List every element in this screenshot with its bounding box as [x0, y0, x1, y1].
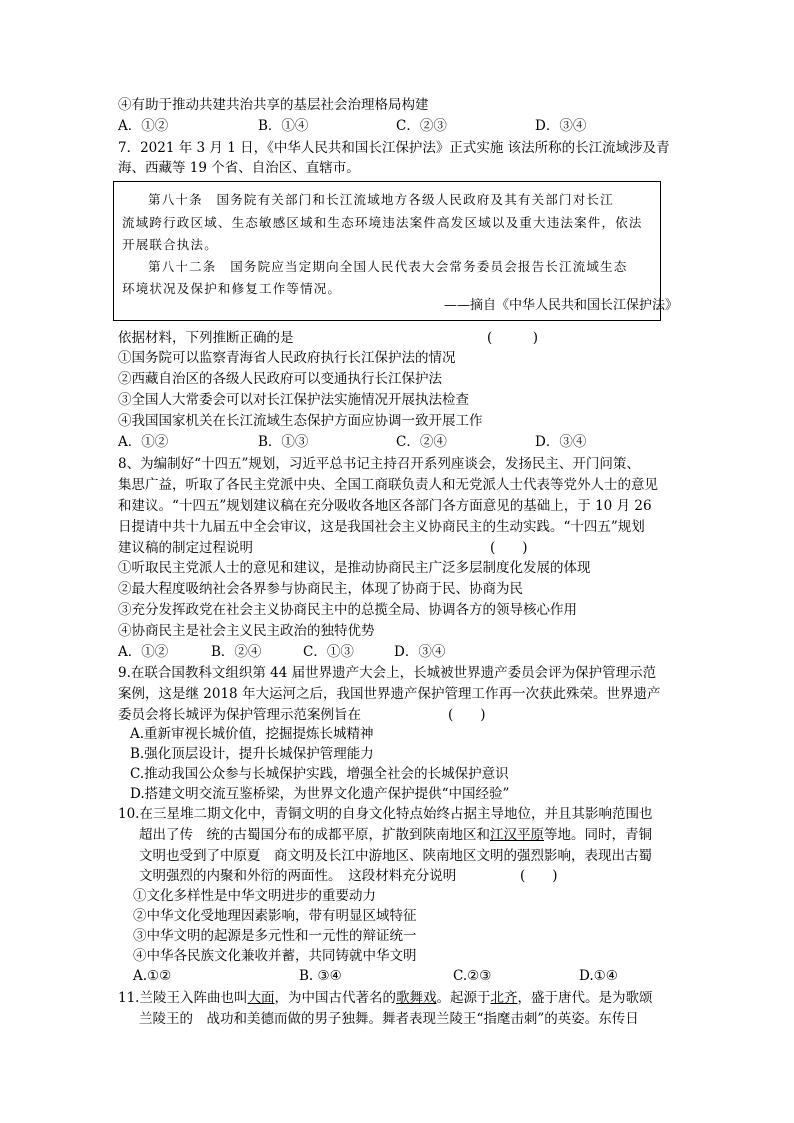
- q9-stem-line-3: 委员会将长城评为保护管理示范案例旨在: [118, 707, 361, 723]
- q7-options: [118, 432, 598, 452]
- q8-stem-line-4: 日提请中共十九届五中全会审议，这是我国社会主义协商民主的生动实践。“十四五”规划: [118, 519, 645, 535]
- q9-option-d: D.搭建文明交流互鉴桥梁，为世界文化遗产保护提供“中国经验”: [130, 786, 510, 802]
- q6-options: [118, 116, 598, 136]
- q10-item-4: ④中华各民族文化兼收并蓄，共同铸就中华文明: [133, 948, 417, 964]
- q8-stem-line-5: 建议稿的制定过程说明: [118, 540, 253, 556]
- q9-option-b: B.强化顶层设计，提升长城保护管理能力: [130, 746, 374, 762]
- q7-option-b: B．①③: [258, 434, 309, 450]
- q7-question: 依据材料，下列推断正确的是: [118, 330, 294, 346]
- q9-answer-paren: ( ): [448, 707, 486, 723]
- q7-item-4: ④我国国家机关在长江流域生态保护方面应协调一致开展工作: [118, 413, 483, 429]
- q7-material-box: [113, 181, 679, 321]
- q6-item-4: ④有助于推动共建共治共享的基层社会治理格局构建: [118, 97, 429, 113]
- q10-answer-paren: ( ): [520, 868, 558, 884]
- box-line-4: 第八十二条 国务院应当定期向全国人民代表大会常务委员会报告长江流域生态: [148, 259, 628, 274]
- q8-item-4: ④协商民主是社会主义民主政治的独特优势: [118, 623, 375, 639]
- q8-options: [118, 642, 478, 662]
- box-source: ——摘自《中华人民共和国长江保护法》: [444, 298, 679, 313]
- q7-stem-line-1: 7．2021 年 3 月 1 日，《中华人民共和国长江保护法》正式实施 该法所称的长江流域涉及青: [118, 140, 670, 156]
- q9-option-c: C.推动我国公众参与长城保护实践，增强全社会的长城保护意识: [130, 766, 509, 782]
- q11-line1-part2: ，为中国古代著名的: [274, 990, 396, 1006]
- q7-item-2: ②西藏自治区的各级人民政府可以变通执行长江保护法: [118, 371, 442, 387]
- q10-option-d: D.①④: [579, 968, 618, 984]
- q10-underlined-term: 江汉平原: [490, 827, 544, 843]
- q9-option-a: A.重新审视长城价值，挖掘提炼长城精神: [130, 726, 374, 742]
- q8-item-2: ②最大程度吸纳社会各界参与协商民主，体现了协商于民、协商为民: [118, 581, 523, 597]
- q8-stem-line-2: 集思广益，听取了各民主党派中央、全国工商联负责人和无党派人士代表等党外人士的意见: [118, 477, 658, 493]
- q7-stem-line-2: 海、西藏等 19 个省、自治区、直辖市。: [118, 160, 360, 176]
- q10-stem-line-2: [139, 825, 652, 845]
- q10-stem-line-3: 文明也受到了中原夏 商文明及长江中游地区、陕南地区文明的强烈影响，表现出古蜀: [139, 848, 652, 864]
- q10-item-3: ③中华文明的起源是多元性和一元性的辩证统一: [133, 928, 417, 944]
- q10-stem-line-1: 10.在三星堆二期文化中，青铜文明的自身文化特点始终占据主导地位，并且其影响范围也: [118, 806, 653, 822]
- q6-option-a: A．①②: [118, 118, 169, 134]
- q11-stem-line-2: 兰陵王的 战功和美德而做的男子独舞。舞者表现兰陵王“指麾击刺”的英姿。东传日: [139, 1011, 639, 1027]
- q7-option-c: C．②④: [396, 434, 447, 450]
- q8-answer-paren: ( ): [490, 540, 528, 556]
- q11-line1-part1: 11.兰陵王入阵曲也叫: [118, 990, 248, 1006]
- box-line-5: 环境状况及保护和修复工作等情况。: [122, 281, 342, 296]
- box-line-2: 流域跨行政区域、生态敏感区域和生态环境违法案件高发区域以及重大违法案件，依法: [122, 215, 643, 230]
- q8-item-3: ③充分发挥政党在社会主义协商民主中的总揽全局、协调各方的领导核心作用: [118, 602, 577, 618]
- q11-line1-part3: 。起源于: [436, 990, 491, 1006]
- q10-option-c: C.②③: [453, 968, 492, 984]
- box-line-1: 第八十条 国务院有关部门和长江流域地方各级人民政府及其有关部门对长江: [148, 192, 614, 207]
- q10-option-b: B. ③④: [299, 968, 342, 984]
- q8-stem-line-1: 8、为编制好“十四五”规划，习近平总书记主持召开系列座谈会，发扬民主、开门问策、: [118, 456, 640, 472]
- q9-stem-line-2: 案例，这是继 2018 年大运河之后，我国世界遗产保护管理工作再一次获此殊荣。世界遗产: [118, 686, 661, 702]
- q6-option-c: C．②③: [396, 118, 447, 134]
- q8-option-c: C．①③: [303, 644, 354, 660]
- q10-item-2: ②中华文化受地理因素影响，带有明显区域特征: [133, 908, 417, 924]
- q7-item-3: ③全国人大常委会可以对长江保护法实施情况开展执法检查: [118, 392, 469, 408]
- q6-option-d: D．③④: [535, 118, 587, 134]
- q10-line2-part1: 超出了传 统的古蜀国分布的成都平原，扩散到陕南地区和: [139, 827, 490, 843]
- q10-stem-line-4: 文明强烈的内聚和外衍的两面性。 这段材料充分说明: [139, 868, 457, 884]
- q8-item-1: ①听取民主党派人士的意见和建议，是推动协商民主广泛多层制度化发展的体现: [118, 560, 591, 576]
- q10-option-a: A.①②: [133, 968, 172, 984]
- q11-underlined-term-1: 大面: [247, 990, 275, 1006]
- q6-option-b: B．①④: [258, 118, 309, 134]
- box-line-3: 开展联合执法。: [122, 237, 218, 252]
- q8-option-d: D．③④: [394, 644, 446, 660]
- q11-underlined-term-3: 北齐: [490, 990, 518, 1006]
- q7-answer-paren: ( ): [487, 330, 539, 346]
- q11-line1-part4: ，盛于唐代。是为歌颂: [517, 990, 653, 1006]
- q10-item-1: ①文化多样性是中华文明进步的重要动力: [133, 888, 376, 904]
- q8-option-a: A．①②: [118, 644, 169, 660]
- q11-stem-line-1: [118, 988, 652, 1008]
- q10-options: [133, 966, 633, 986]
- q8-option-b: B．②④: [211, 644, 262, 660]
- q9-stem-line-1: 9.在联合国教科文组织第 44 届世界遗产大会上，长城被世界遗产委员会评为保护管理示范: [118, 665, 657, 681]
- q10-line2-part2: 等地。同时，青铜: [544, 827, 652, 843]
- q8-stem-line-3: 和建议。“十四五”规划建议稿在充分吸收各地区各部门各方面意见的基础上，于 10 月 26: [118, 498, 652, 514]
- q7-option-a: A．①②: [118, 434, 169, 450]
- q11-underlined-term-2: 歌舞戏: [395, 990, 437, 1006]
- q7-option-d: D．③④: [535, 434, 587, 450]
- q7-item-1: ①国务院可以监察青海省人民政府执行长江保护法的情况: [118, 350, 456, 366]
